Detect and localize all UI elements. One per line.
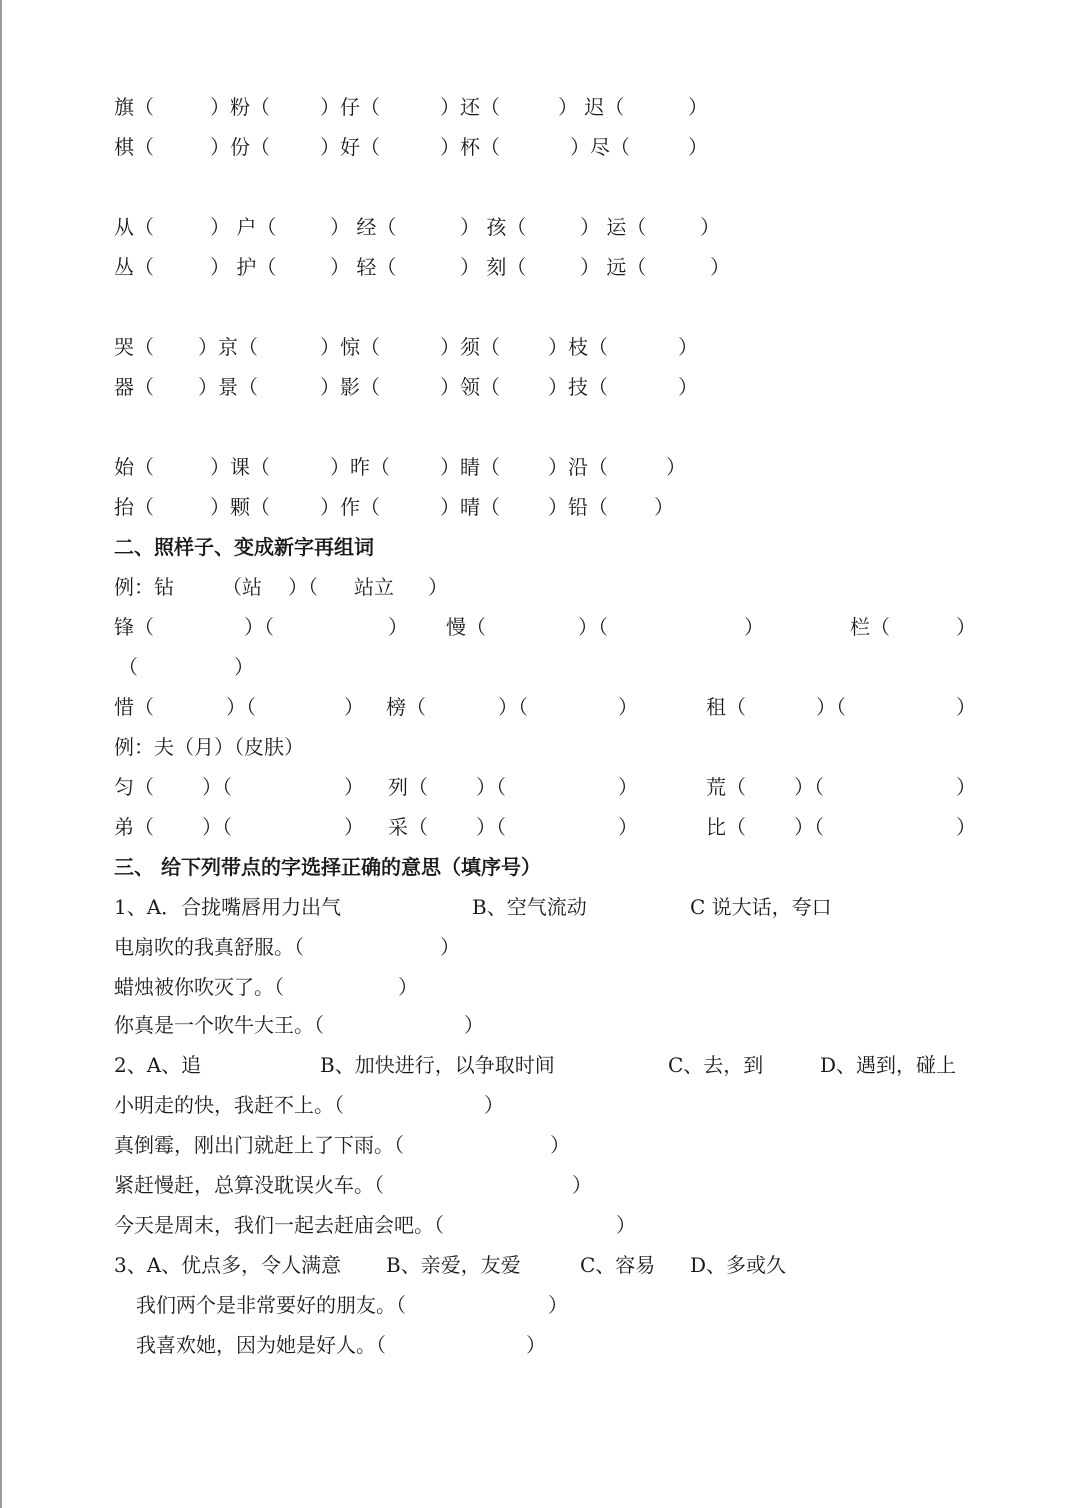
line-text: ） [344,695,364,719]
line-text: 匀（ [114,775,154,799]
line-text: （ [118,655,138,679]
line-text: ）技（ [548,375,608,399]
line-text: 采（ [388,815,428,839]
line-text: ） [388,615,408,639]
line-text: ）须（ [440,335,500,359]
line-text: ）昨（ [330,455,390,479]
line-text: ） 运（ [580,215,647,239]
line-text: 3、A、优点多，令人满意 [114,1253,342,1277]
line-text: （站 [222,575,262,599]
line-text: ）仔（ [320,95,380,119]
worksheet-line [0,967,1080,1007]
line-text: 榜（ [386,695,426,719]
line-text: 蜡烛被你吹灭了。（ [114,975,284,999]
worksheet-line [0,607,1080,647]
line-text: 我喜欢她，因为她是好人。（ [136,1333,386,1357]
line-text: ） [572,1173,592,1197]
line-text: 我们两个是非常要好的朋友。（ [136,1293,406,1317]
line-text: ） [654,495,674,519]
line-text: B、加快进行，以争取时间 [320,1053,555,1077]
line-text: 二、照样子、变成新字再组词 [114,535,374,559]
line-text: ） 轻（ [330,255,397,279]
line-text: 慢（ [446,615,486,639]
line-text: D、多或久 [690,1253,787,1277]
worksheet-line [0,887,1080,927]
line-text: ） 迟（ [558,95,625,119]
line-text: 从（ [114,215,154,239]
line-text: ） [464,1013,484,1037]
line-text: ） [618,695,638,719]
line-text: ）景（ [198,375,258,399]
line-text: ） [678,375,698,399]
line-text: 电扇吹的我真舒服。（ [114,935,304,959]
line-text: ） [618,775,638,799]
line-text: ）杯（ [440,135,500,159]
line-text: ） [700,215,720,239]
line-text: ）（ [244,615,274,639]
line-text: ）睛（ [440,455,500,479]
line-text: 哭（ [114,335,154,359]
line-text: ） [550,1133,570,1157]
line-text: 例：夫（月）（皮肤） [114,735,304,759]
worksheet-line [0,807,1080,847]
line-text: ）铅（ [548,495,608,519]
line-text: ） [688,95,708,119]
line-text: 站立 [354,575,394,599]
line-text: 真倒霉，刚出门就赶上了下雨。（ [114,1133,404,1157]
worksheet-line [0,127,1080,167]
line-text: ）晴（ [440,495,500,519]
line-text: ） [710,255,730,279]
worksheet-line [0,447,1080,487]
worksheet-line [0,647,1080,687]
worksheet-line [0,727,1080,767]
line-text: 锋（ [114,615,154,639]
worksheet-line [0,247,1080,287]
line-text: 抬（ [114,495,154,519]
line-text: ）还（ [440,95,500,119]
line-text: 2、A、追 [114,1053,202,1077]
line-text: 例：钻 [114,575,174,599]
worksheet-line [0,1325,1080,1365]
line-text: 1、A．合拢嘴唇用力出气 [114,895,342,919]
line-text: ） [234,655,254,679]
line-text: 今天是周末，我们一起去赶庙会吧。（ [114,1213,444,1237]
line-text: ）尽（ [570,135,630,159]
line-text: ） [440,935,460,959]
line-text: ）（ [202,815,232,839]
worksheet-line [0,927,1080,967]
line-text: C、去，到 [668,1053,764,1077]
line-text: 你真是一个吹牛大王。（ [114,1013,324,1037]
line-text: ） [484,1093,504,1117]
worksheet-line [0,1165,1080,1205]
line-text: ）（ [476,775,506,799]
line-text: ） [956,695,976,719]
line-text: ） [688,135,708,159]
line-text: 荒（ [706,775,746,799]
line-text: ） 护（ [210,255,277,279]
line-text: B、空气流动 [472,895,587,919]
line-text: 始（ [114,455,154,479]
line-text: C、容易 [580,1253,656,1277]
line-text: ）（ [202,775,232,799]
worksheet-line [0,767,1080,807]
line-text: ）课（ [210,455,270,479]
line-text: ） [956,775,976,799]
worksheet-line [0,207,1080,247]
line-text: 列（ [388,775,428,799]
line-text: ） 户（ [210,215,277,239]
worksheet-line [0,1085,1080,1125]
worksheet-line [0,1005,1080,1045]
line-text: ）京（ [198,335,258,359]
line-text: 器（ [114,375,154,399]
line-text: 栏（ [850,615,890,639]
line-text: ） [956,615,976,639]
line-text: 弟（ [114,815,154,839]
line-text: 棋（ [114,135,154,159]
worksheet-line [0,1125,1080,1165]
line-text: 三、 给下列带点的字选择正确的意思（填序号） [114,855,541,879]
line-text: ）颗（ [210,495,270,519]
worksheet-line [0,1285,1080,1325]
line-text: ）惊（ [320,335,380,359]
line-text: ） [428,575,448,599]
worksheet-line [0,87,1080,127]
line-text: 比（ [706,815,746,839]
line-text: 惜（ [114,695,154,719]
line-text: ）（ [498,695,528,719]
line-text: ） [744,615,764,639]
line-text: ） [666,455,686,479]
line-text: D、遇到，碰上 [820,1053,957,1077]
line-text: ） [618,815,638,839]
line-text: ）（ [578,615,608,639]
line-text: ） [548,1293,568,1317]
line-text: ）份（ [210,135,270,159]
line-text: 租（ [706,695,746,719]
line-text: ）（ [226,695,256,719]
line-text: ） 孩（ [460,215,527,239]
line-text: C 说大话，夸口 [690,895,832,919]
section-heading [0,527,1080,567]
line-text: ）好（ [320,135,380,159]
line-text: 小明走的快，我赶不上。（ [114,1093,344,1117]
line-text: ） 远（ [580,255,647,279]
line-text: ） [956,815,976,839]
line-text: 旗（ [114,95,154,119]
line-text: ）影（ [320,375,380,399]
line-text: ） [616,1213,636,1237]
line-text: ）（ [476,815,506,839]
line-text: ）（ [816,695,846,719]
line-text: ） [344,815,364,839]
section-heading [0,847,1080,887]
line-text: ）领（ [440,375,500,399]
line-text: ） [526,1333,546,1357]
worksheet-line [0,1205,1080,1245]
worksheet-line [0,1045,1080,1085]
line-text: ） [678,335,698,359]
line-text: ） [398,975,418,999]
line-text: ）（ [288,575,318,599]
line-text: ）（ [794,775,824,799]
line-text: 丛（ [114,255,154,279]
worksheet-line [0,327,1080,367]
line-text: ）作（ [320,495,380,519]
worksheet-line [0,567,1080,607]
line-text: ） 经（ [330,215,397,239]
worksheet-line [0,687,1080,727]
line-text: ）（ [794,815,824,839]
line-text: B、亲爱，友爱 [386,1253,521,1277]
worksheet-line [0,487,1080,527]
line-text: 紧赶慢赶，总算没耽误火车。（ [114,1173,384,1197]
worksheet-line [0,367,1080,407]
line-text: ） [344,775,364,799]
line-text: ）粉（ [210,95,270,119]
line-text: ） 刻（ [460,255,527,279]
worksheet-line [0,1245,1080,1285]
line-text: ）沿（ [548,455,608,479]
line-text: ）枝（ [548,335,608,359]
